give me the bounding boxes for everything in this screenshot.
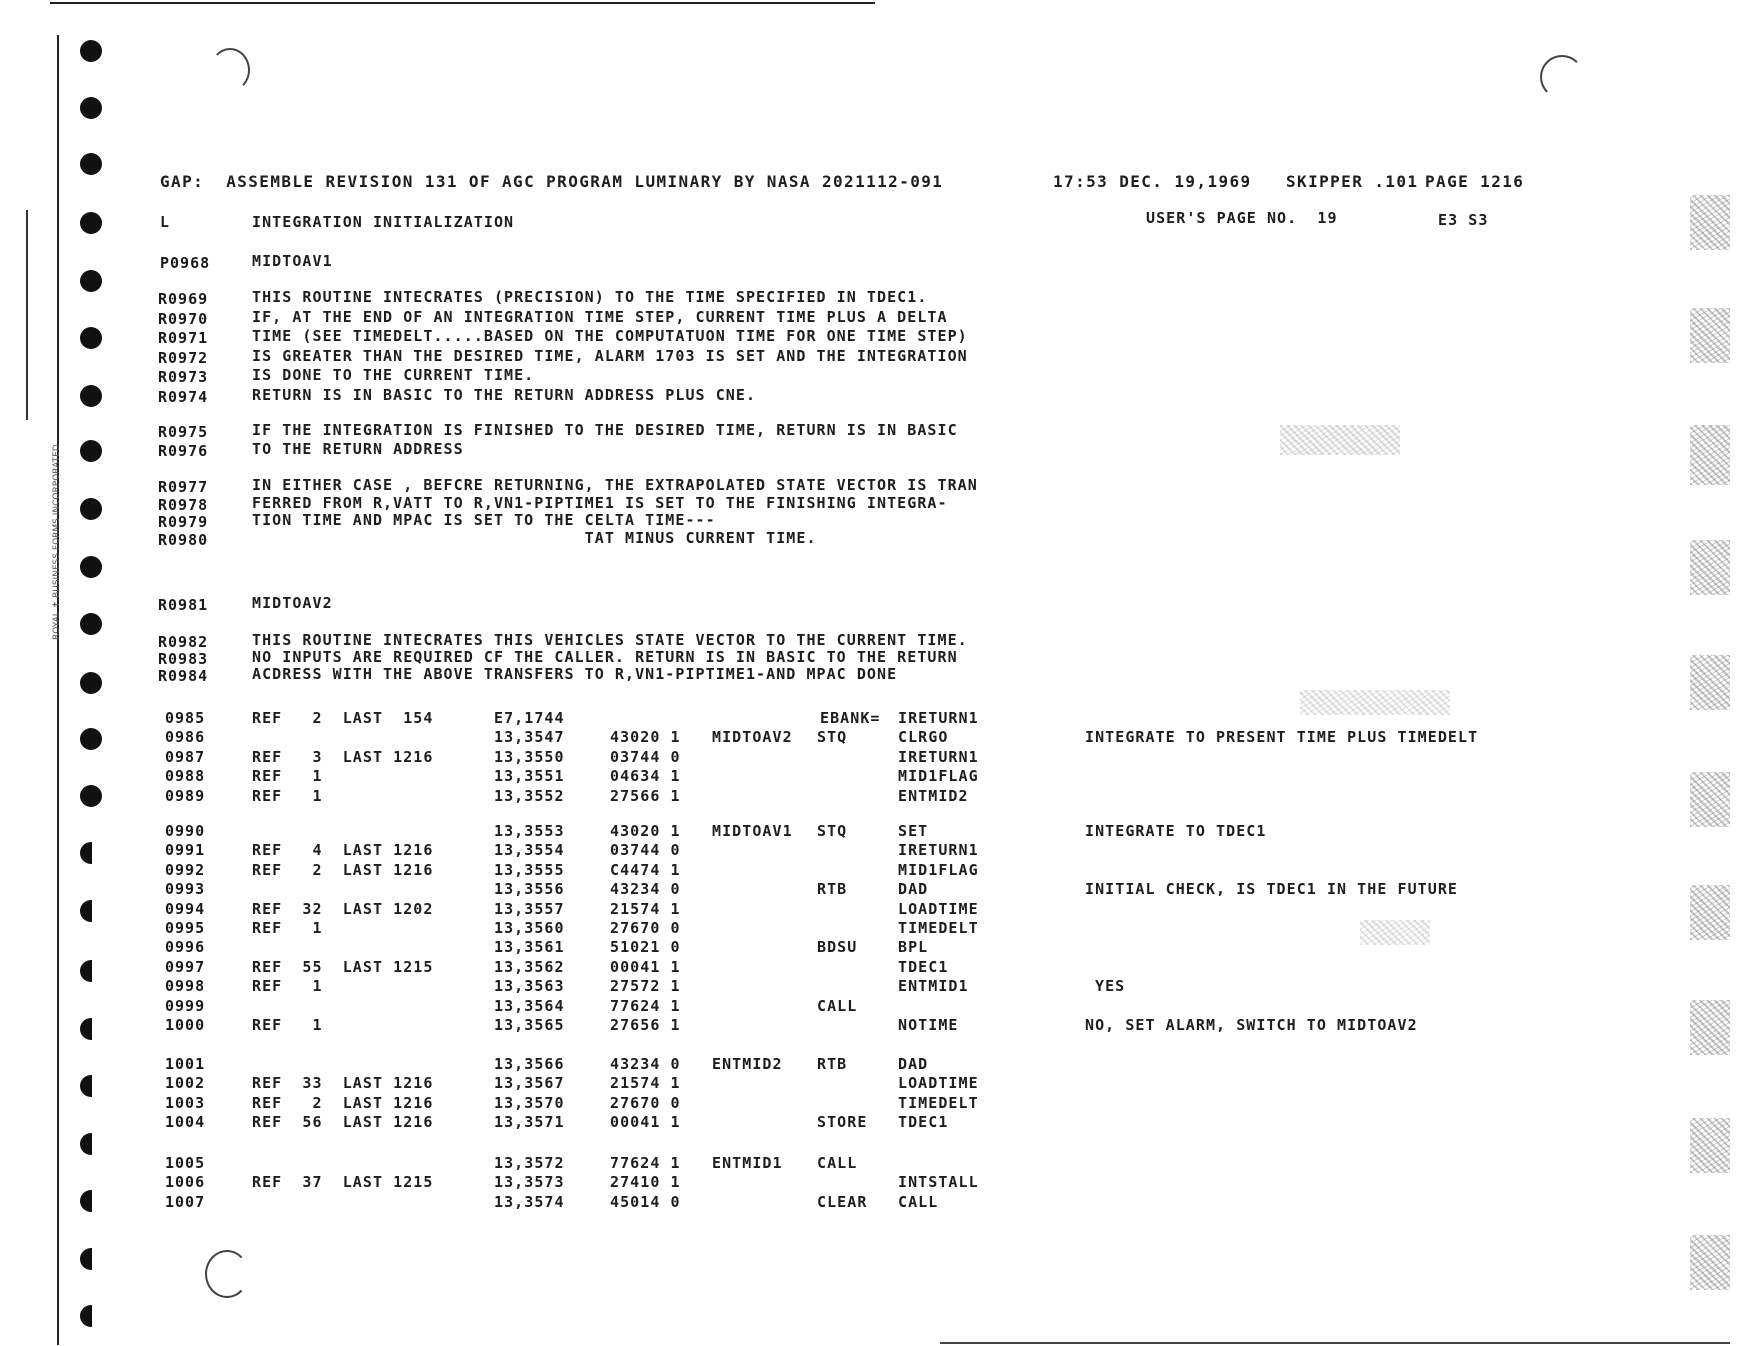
line-number: 1004 — [165, 1113, 206, 1132]
opcode: CALL — [817, 996, 858, 1015]
code-comment: INITIAL CHECK, IS TDEC1 IN THE FUTURE — [1085, 880, 1458, 899]
address: 13,3571 — [494, 1113, 565, 1132]
feed-hole — [80, 1133, 102, 1155]
operand: IRETURN1 — [898, 841, 979, 860]
feed-hole — [80, 672, 102, 694]
feed-hole — [80, 40, 102, 62]
address: 13,3570 — [494, 1093, 565, 1112]
ref-field: REF 3 LAST 1216 — [252, 747, 434, 766]
label: ENTMID2 — [712, 1055, 783, 1073]
address: 13,3563 — [494, 977, 565, 996]
octal-word: 04634 1 — [610, 767, 681, 786]
line-number: 0992 — [165, 860, 206, 879]
label: MIDTOAV2 — [712, 728, 793, 747]
operand: CLRGO — [898, 728, 949, 747]
operand: DAD — [898, 880, 929, 899]
routine-name: MIDTOAV2 — [252, 594, 333, 612]
octal-word: 27656 1 — [610, 1016, 681, 1034]
scan-artifact — [1690, 1235, 1730, 1290]
seq-number: R0973 — [158, 368, 209, 387]
operand: DAD — [898, 1055, 929, 1073]
feed-hole — [80, 97, 102, 119]
octal-word: 27670 0 — [610, 919, 681, 937]
feed-hole — [80, 1075, 102, 1097]
section-title: INTEGRATION INITIALIZATION — [252, 213, 515, 231]
seq-number: P0968 — [160, 254, 211, 272]
operand: TDEC1 — [898, 1113, 949, 1132]
feed-hole — [80, 385, 102, 407]
scan-artifact — [1300, 690, 1450, 715]
seq-number: R0983 — [158, 650, 209, 668]
line-number: 0991 — [165, 841, 206, 860]
feed-hole — [80, 1190, 102, 1212]
seq-number: R0978 — [158, 495, 209, 514]
seq-number: R0971 — [158, 329, 209, 348]
scan-artifact — [1690, 1118, 1730, 1173]
address: 13,3555 — [494, 860, 565, 879]
seq-number: R0976 — [158, 442, 209, 460]
feed-hole — [80, 270, 102, 292]
feed-hole — [80, 613, 102, 635]
ref-field: REF 56 LAST 1216 — [252, 1113, 434, 1132]
comment-line: RETURN IS IN BASIC TO THE RETURN ADDRESS PLUS CNE. — [252, 386, 757, 404]
operand: TIMEDELT — [898, 1093, 979, 1112]
operand: IRETURN1 — [898, 747, 979, 766]
line-number: 0995 — [165, 919, 206, 937]
address: 13,3554 — [494, 841, 565, 860]
timestamp: 17:53 DEC. 19,1969 — [1053, 172, 1252, 191]
feed-hole — [80, 960, 102, 982]
address: 13,3572 — [494, 1154, 565, 1172]
octal-word: 43020 1 — [610, 822, 681, 840]
line-number: 1005 — [165, 1154, 206, 1172]
address: 13,3561 — [494, 938, 565, 957]
opcode: CLEAR — [817, 1192, 868, 1211]
seq-number: R0977 — [158, 478, 209, 496]
comment-line: NO INPUTS ARE REQUIRED CF THE CALLER. RETURN IS IN BASIC TO THE RETURN — [252, 648, 958, 666]
operand: ENTMID2 — [898, 786, 969, 805]
edge-line — [26, 210, 28, 420]
octal-word: 77624 1 — [610, 996, 681, 1015]
line-number: 1006 — [165, 1173, 206, 1192]
octal-word: 77624 1 — [610, 1154, 681, 1172]
feed-hole — [80, 728, 102, 750]
scan-artifact — [1360, 920, 1430, 945]
opcode: RTB — [817, 1055, 848, 1073]
line-number: 0994 — [165, 899, 206, 918]
opcode: RTB — [817, 880, 848, 899]
address: 13,3560 — [494, 919, 565, 937]
operand: MID1FLAG — [898, 767, 979, 786]
ref-field: REF 2 LAST 154 — [252, 709, 434, 727]
ref-field: REF 4 LAST 1216 — [252, 841, 434, 860]
comment-line: TIME (SEE TIMEDELT.....BASED ON THE COMPUTATUON TIME FOR ONE TIME STEP) — [252, 327, 968, 346]
line-number: 1007 — [165, 1192, 206, 1211]
address: 13,3556 — [494, 880, 565, 899]
feed-hole — [80, 785, 102, 807]
scan-artifact — [1690, 772, 1730, 827]
seq-number: R0980 — [158, 530, 209, 549]
skipper-code: SKIPPER .101 — [1286, 172, 1419, 191]
page-codes: E3 S3 — [1438, 211, 1489, 229]
feed-hole — [80, 498, 102, 520]
octal-word: 03744 0 — [610, 841, 681, 860]
operand: NOTIME — [898, 1016, 959, 1034]
comment-line: THIS ROUTINE INTECRATES THIS VEHICLES STATE VECTOR TO THE CURRENT TIME. — [252, 631, 968, 649]
operand: LOADTIME — [898, 899, 979, 918]
routine-name: MIDTOAV1 — [252, 252, 333, 270]
feed-hole — [80, 1248, 102, 1270]
feed-hole — [80, 327, 102, 349]
address: 13,3573 — [494, 1173, 565, 1192]
octal-word: 43020 1 — [610, 728, 681, 747]
octal-word: 45014 0 — [610, 1192, 681, 1211]
octal-word: 27572 1 — [610, 977, 681, 996]
octal-word: C4474 1 — [610, 860, 681, 879]
address: E7,1744 — [494, 709, 565, 727]
operand: TDEC1 — [898, 957, 949, 976]
operand: CALL — [898, 1192, 939, 1211]
feed-hole — [80, 900, 102, 922]
seq-number: R0974 — [158, 388, 209, 406]
seq-number: R0979 — [158, 513, 209, 531]
opcode: CALL — [817, 1154, 858, 1172]
octal-word: 27410 1 — [610, 1173, 681, 1192]
operand: INTSTALL — [898, 1173, 979, 1192]
operand: SET — [898, 822, 929, 840]
address: 13,3547 — [494, 728, 565, 747]
octal-word: 00041 1 — [610, 1113, 681, 1132]
address: 13,3564 — [494, 996, 565, 1015]
comment-line: TAT MINUS CURRENT TIME. — [252, 528, 817, 547]
operand: MID1FLAG — [898, 860, 979, 879]
comment-line: IN EITHER CASE , BEFCRE RETURNING, THE EXTRAPOLATED STATE VECTOR IS TRAN — [252, 476, 978, 494]
operand: ENTMID1 — [898, 977, 969, 996]
seq-number: R0982 — [158, 633, 209, 651]
address: 13,3551 — [494, 767, 565, 786]
comment-line: ACDRESS WITH THE ABOVE TRANSFERS TO R,VN1-PIPTIME1-AND MPAC DONE — [252, 665, 898, 683]
octal-word: 21574 1 — [610, 1074, 681, 1093]
address: 13,3574 — [494, 1192, 565, 1211]
paper-mark — [1540, 55, 1584, 99]
comment-line: THIS ROUTINE INTECRATES (PRECISION) TO THE TIME SPECIFIED IN TDEC1. — [252, 288, 928, 306]
feed-hole — [80, 842, 102, 864]
address: 13,3553 — [494, 822, 565, 840]
line-number: 0997 — [165, 957, 206, 976]
operand: BPL — [898, 938, 929, 957]
address: 13,3557 — [494, 899, 565, 918]
ref-field: REF 1 — [252, 767, 323, 786]
operand: IRETURN1 — [898, 709, 979, 727]
scan-artifact — [1690, 425, 1730, 485]
ref-field: REF 55 LAST 1215 — [252, 957, 434, 976]
paper-mark — [210, 48, 250, 92]
opcode: STORE — [817, 1113, 868, 1132]
feed-hole — [80, 440, 102, 462]
code-comment: INTEGRATE TO TDEC1 — [1085, 822, 1267, 840]
address: 13,3565 — [494, 1016, 565, 1034]
line-number: 0996 — [165, 938, 206, 957]
top-rule — [50, 2, 875, 4]
ref-field: REF 1 — [252, 977, 323, 996]
address: 13,3550 — [494, 747, 565, 766]
seq-number: R0981 — [158, 596, 209, 614]
line-number: 1002 — [165, 1074, 206, 1093]
line-number: 0985 — [165, 709, 206, 727]
users-page: USER'S PAGE NO. 19 — [1146, 209, 1338, 227]
comment-line: IF, AT THE END OF AN INTEGRATION TIME STEP, CURRENT TIME PLUS A DELTA — [252, 307, 948, 326]
octal-word: 21574 1 — [610, 899, 681, 918]
line-number: 0993 — [165, 880, 206, 899]
ref-field: REF 32 LAST 1202 — [252, 899, 434, 918]
ref-field: REF 1 — [252, 786, 323, 805]
seq-number: R0969 — [158, 290, 209, 308]
address: 13,3562 — [494, 957, 565, 976]
section-marker: L — [160, 213, 171, 231]
comment-line: TO THE RETURN ADDRESS — [252, 440, 464, 458]
operand: TIMEDELT — [898, 919, 979, 937]
octal-word: 00041 1 — [610, 957, 681, 976]
feed-hole — [80, 153, 102, 175]
line-number: 0999 — [165, 996, 206, 1015]
scan-artifact — [1690, 540, 1730, 595]
comment-line: IS GREATER THAN THE DESIRED TIME, ALARM 1703 IS SET AND THE INTEGRATION — [252, 346, 968, 365]
address: 13,3552 — [494, 786, 565, 805]
comment-line: IS DONE TO THE CURRENT TIME. — [252, 366, 535, 385]
margin-line — [57, 35, 59, 1345]
opcode: BDSU — [817, 938, 858, 957]
octal-word: 51021 0 — [610, 938, 681, 957]
bottom-rule — [940, 1342, 1730, 1344]
feed-hole — [80, 1305, 102, 1327]
feed-hole — [80, 1018, 102, 1040]
ref-field: REF 2 LAST 1216 — [252, 860, 434, 879]
ref-field: REF 2 LAST 1216 — [252, 1093, 434, 1112]
ref-field: REF 37 LAST 1215 — [252, 1173, 434, 1192]
address: 13,3567 — [494, 1074, 565, 1093]
ref-field: REF 1 — [252, 1016, 323, 1034]
margin-print: ROYAL ✝ BUSINESS FORMS INCORPORATED — [52, 444, 62, 640]
scan-artifact — [1690, 1000, 1730, 1055]
seq-number: R0972 — [158, 348, 209, 367]
line-number: 0990 — [165, 822, 206, 840]
line-number: 1001 — [165, 1055, 206, 1073]
scan-artifact — [1280, 425, 1400, 455]
line-number: 0989 — [165, 786, 206, 805]
page-number: PAGE 1216 — [1425, 172, 1525, 191]
ref-field: REF 33 LAST 1216 — [252, 1074, 434, 1093]
octal-word: 27566 1 — [610, 786, 681, 805]
octal-word: 27670 0 — [610, 1093, 681, 1112]
label: MIDTOAV1 — [712, 822, 793, 840]
address: 13,3566 — [494, 1055, 565, 1073]
code-comment: YES — [1095, 977, 1126, 996]
seq-number: R0975 — [158, 423, 209, 441]
line-number: 0986 — [165, 728, 206, 747]
line-number: 0988 — [165, 767, 206, 786]
code-comment: INTEGRATE TO PRESENT TIME PLUS TIMEDELT — [1085, 728, 1479, 747]
listing-title: GAP: ASSEMBLE REVISION 131 OF AGC PROGRAM LUMINARY BY NASA 2021112-091 — [160, 172, 944, 191]
opcode: STQ — [817, 728, 848, 747]
feed-hole — [80, 212, 102, 234]
line-number: 0987 — [165, 747, 206, 766]
paper-mark — [205, 1250, 249, 1298]
operand: LOADTIME — [898, 1074, 979, 1093]
scan-artifact — [1690, 195, 1730, 250]
seq-number: R0970 — [158, 309, 209, 328]
line-number: 1003 — [165, 1093, 206, 1112]
scan-artifact — [1690, 308, 1730, 363]
scan-artifact — [1690, 885, 1730, 940]
scan-artifact — [1690, 655, 1730, 710]
octal-word: 43234 0 — [610, 1055, 681, 1073]
line-number: 0998 — [165, 977, 206, 996]
label: ENTMID1 — [712, 1154, 783, 1172]
octal-word: 43234 0 — [610, 880, 681, 899]
opcode: EBANK= — [820, 709, 881, 727]
feed-hole — [80, 556, 102, 578]
comment-line: IF THE INTEGRATION IS FINISHED TO THE DESIRED TIME, RETURN IS IN BASIC — [252, 421, 958, 439]
octal-word: 03744 0 — [610, 747, 681, 766]
comment-line: FERRED FROM R,VATT TO R,VN1-PIPTIME1 IS SET TO THE FINISHING INTEGRA- — [252, 493, 948, 512]
ref-field: REF 1 — [252, 919, 323, 937]
opcode: STQ — [817, 822, 848, 840]
code-comment: NO, SET ALARM, SWITCH TO MIDTOAV2 — [1085, 1016, 1418, 1034]
line-number: 1000 — [165, 1016, 206, 1034]
comment-line: TION TIME AND MPAC IS SET TO THE CELTA TIME--- — [252, 511, 716, 529]
seq-number: R0984 — [158, 667, 209, 685]
